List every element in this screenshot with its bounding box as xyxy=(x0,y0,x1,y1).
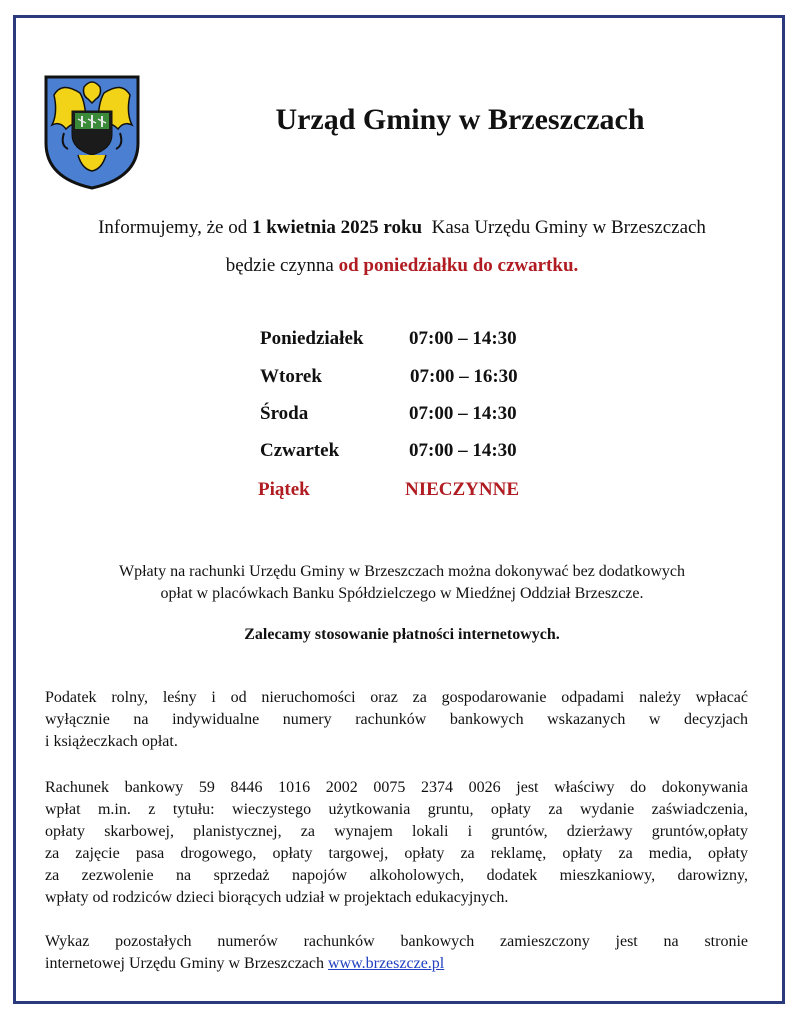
paragraph-line: za zajęcie pasa drogowego, opłaty targowej, opłaty za reklamę, opłaty za media, opłaty xyxy=(45,845,748,862)
schedule-day: Poniedziałek xyxy=(260,328,364,349)
paragraph-line: wpłaty od rodziców dzieci biorących udział w projektach edukacyjnych. xyxy=(45,889,509,906)
paragraph-line: Rachunek bankowy 59 8446 1016 2002 0075 2374 0026 jest właściwy do dokonywania xyxy=(45,779,748,796)
coat-of-arms-eagle-icon xyxy=(42,73,142,191)
intro-date: 1 kwietnia 2025 roku xyxy=(251,217,423,238)
paragraph-line: Podatek rolny, leśny i od nieruchomości oraz za gospodarowanie odpadami należy wpłacać xyxy=(45,689,748,706)
paragraph-line: Wykaz pozostałych numerów rachunków bankowych zamieszczony jest na stronie xyxy=(45,933,748,950)
bank-info-line: Wpłaty na rachunki Urzędu Gminy w Brzeszczach można dokonywać bez dodatkowych xyxy=(118,563,685,580)
paragraph-line: wpłat m.in. z tytułu: wieczystego użytkowania gruntu, opłaty za wydanie zaświadczenia, xyxy=(45,801,748,818)
intro-line-2 xyxy=(30,253,774,279)
intro-suffix: Kasa Urzędu Gminy w Brzeszczach xyxy=(422,217,706,238)
paragraph-line: wyłącznie na indywidualne numery rachunków bankowych wskazanych w decyzjach xyxy=(45,711,748,728)
schedule-hours: 07:00 – 14:30 xyxy=(409,328,517,349)
paragraph-line: i książeczkach opłat. xyxy=(45,733,178,750)
schedule-day-closed: Piątek xyxy=(258,479,310,500)
schedule-hours: 07:00 – 14:30 xyxy=(409,440,517,461)
schedule-hours-closed: NIECZYNNE xyxy=(405,479,520,500)
schedule-day: Środa xyxy=(260,403,309,424)
schedule-hours: 07:00 – 16:30 xyxy=(410,366,518,387)
tax-paragraph xyxy=(45,687,748,753)
schedule-hours: 07:00 – 14:30 xyxy=(409,403,517,424)
paragraph-line: za zezwolenie na sprzedaż napojów alkoholowych, dodatek mieszkaniowy, darowizny, xyxy=(45,867,748,884)
intro-line-1 xyxy=(30,215,774,241)
bank-info-line: opłat w placówkach Banku Spółdzielczego w Miedźnej Oddział Brzeszcze. xyxy=(160,585,644,602)
bank-info xyxy=(40,561,764,605)
schedule-day: Wtorek xyxy=(260,366,322,387)
schedule-day: Czwartek xyxy=(260,440,340,461)
paragraph-line xyxy=(45,953,748,975)
intro-prefix: Informujemy, że od xyxy=(98,217,252,238)
website-prefix: internetowej Urzędu Gminy w Brzeszczach xyxy=(45,955,328,972)
recommendation: Zalecamy stosowanie płatności internetowych. xyxy=(244,626,560,643)
accounts-list-paragraph xyxy=(45,931,748,975)
opening-days-highlight: od poniedziałku do czwartku. xyxy=(338,255,579,276)
intro-line2-prefix: będzie czynna xyxy=(225,255,339,276)
account-paragraph xyxy=(45,777,748,909)
paragraph-line: opłaty skarbowej, planistycznej, za wynajem lokali i gruntów, dzierżawy gruntów,opłaty xyxy=(45,823,748,840)
website-link[interactable]: www.brzeszcze.pl xyxy=(328,955,445,972)
page-title: Urząd Gminy w Brzeszczach xyxy=(275,103,645,136)
